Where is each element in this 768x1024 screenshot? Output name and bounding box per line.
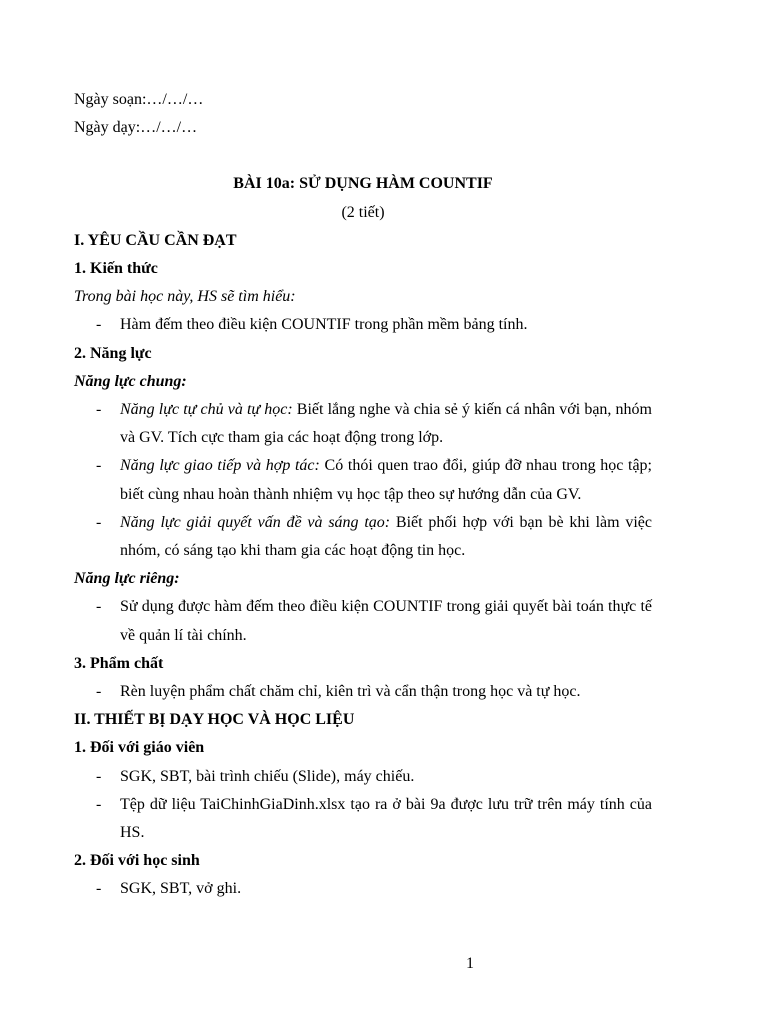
list-item [74,791,652,847]
list-item-text: Hàm đếm theo điều kiện COUNTIF trong phần mềm bảng tính. [120,316,528,334]
dash-bullet: - [96,795,102,813]
general-competence-list [74,396,652,565]
page-number: 1 [466,955,474,972]
teacher-heading: 1. Đối với giáo viên [74,739,205,757]
specific-competence-heading: Năng lực riêng: [74,570,180,588]
student-heading: 2. Đối với học sinh [74,852,200,870]
competence-heading: 2. Năng lực [74,344,152,362]
knowledge-list [74,311,652,339]
dash-bullet: - [96,683,102,701]
list-item-text: Biết phối hợp với bạn bè khi làm việc nhóm, có sáng tạo khi tham gia các hoạt động tin học. [120,513,653,560]
list-item-text: SGK, SBT, vở ghi. [120,880,242,898]
knowledge-intro: Trong bài học này, HS sẽ tìm hiểu: [74,288,296,306]
teach-date: Ngày dạy:…/…/… [74,119,198,137]
lesson-title: BÀI 10a: SỬ DỤNG HÀM COUNTIF [233,175,493,193]
teacher-list [74,763,652,848]
list-item-label: Năng lực giao tiếp và hợp tác: [120,457,320,475]
list-item [74,593,652,649]
list-item-text: Biết lắng nghe và chia sẻ ý kiến cá nhân với bạn, nhóm và GV. Tích cực tham gia các hoạt động trong lớp. [120,401,652,447]
list-item [74,875,652,903]
list-item [74,763,652,791]
dash-bullet: - [96,767,102,785]
general-competence-heading: Năng lực chung: [74,372,187,390]
dash-bullet: - [96,457,102,475]
qualities-list [74,678,652,706]
list-item-label: Năng lực tự chủ và tự học: [120,401,293,419]
list-item-text: Tệp dữ liệu TaiChinhGiaDinh.xlsx tạo ra ở bài 9a được lưu trữ trên máy tính của HS. [120,795,652,842]
list-item-text: Rèn luyện phẩm chất chăm chỉ, kiên trì và cẩn thận trong học và tự học. [120,683,581,701]
knowledge-heading: 1. Kiến thức [74,260,158,278]
list-item-text: Có thói quen trao đổi, giúp đỡ nhau trong học tập; biết cùng nhau hoàn thành nhiệm vụ học tập theo sự hướng dẫn của GV. [120,457,653,503]
section-2-heading: II. THIẾT BỊ DẠY HỌC VÀ HỌC LIỆU [74,711,355,729]
list-item [74,509,652,565]
specific-competence-list [74,593,652,649]
list-item-text: Sử dụng được hàm đếm theo điều kiện COUNTIF trong giải quyết bài toán thực tế về quản lí tài chính. [120,598,652,644]
document-page [74,86,652,904]
dash-bullet: - [96,401,102,419]
dash-bullet: - [96,513,102,531]
list-item-label: Năng lực giải quyết vấn đề và sáng tạo: [120,513,391,531]
list-item [74,678,652,706]
dash-bullet: - [96,598,102,616]
prep-date: Ngày soạn:…/…/… [74,91,204,108]
student-list [74,875,652,903]
dash-bullet: - [96,880,102,898]
list-item [74,396,652,452]
section-1-heading: I. YÊU CẦU CẦN ĐẠT [74,231,237,249]
dash-bullet: - [96,316,102,334]
list-item [74,311,652,339]
lesson-subtitle: (2 tiết) [341,203,385,221]
qualities-heading: 3. Phẩm chất [74,654,164,672]
list-item-text: SGK, SBT, bài trình chiếu (Slide), máy chiếu. [120,767,415,785]
list-item [74,452,652,508]
